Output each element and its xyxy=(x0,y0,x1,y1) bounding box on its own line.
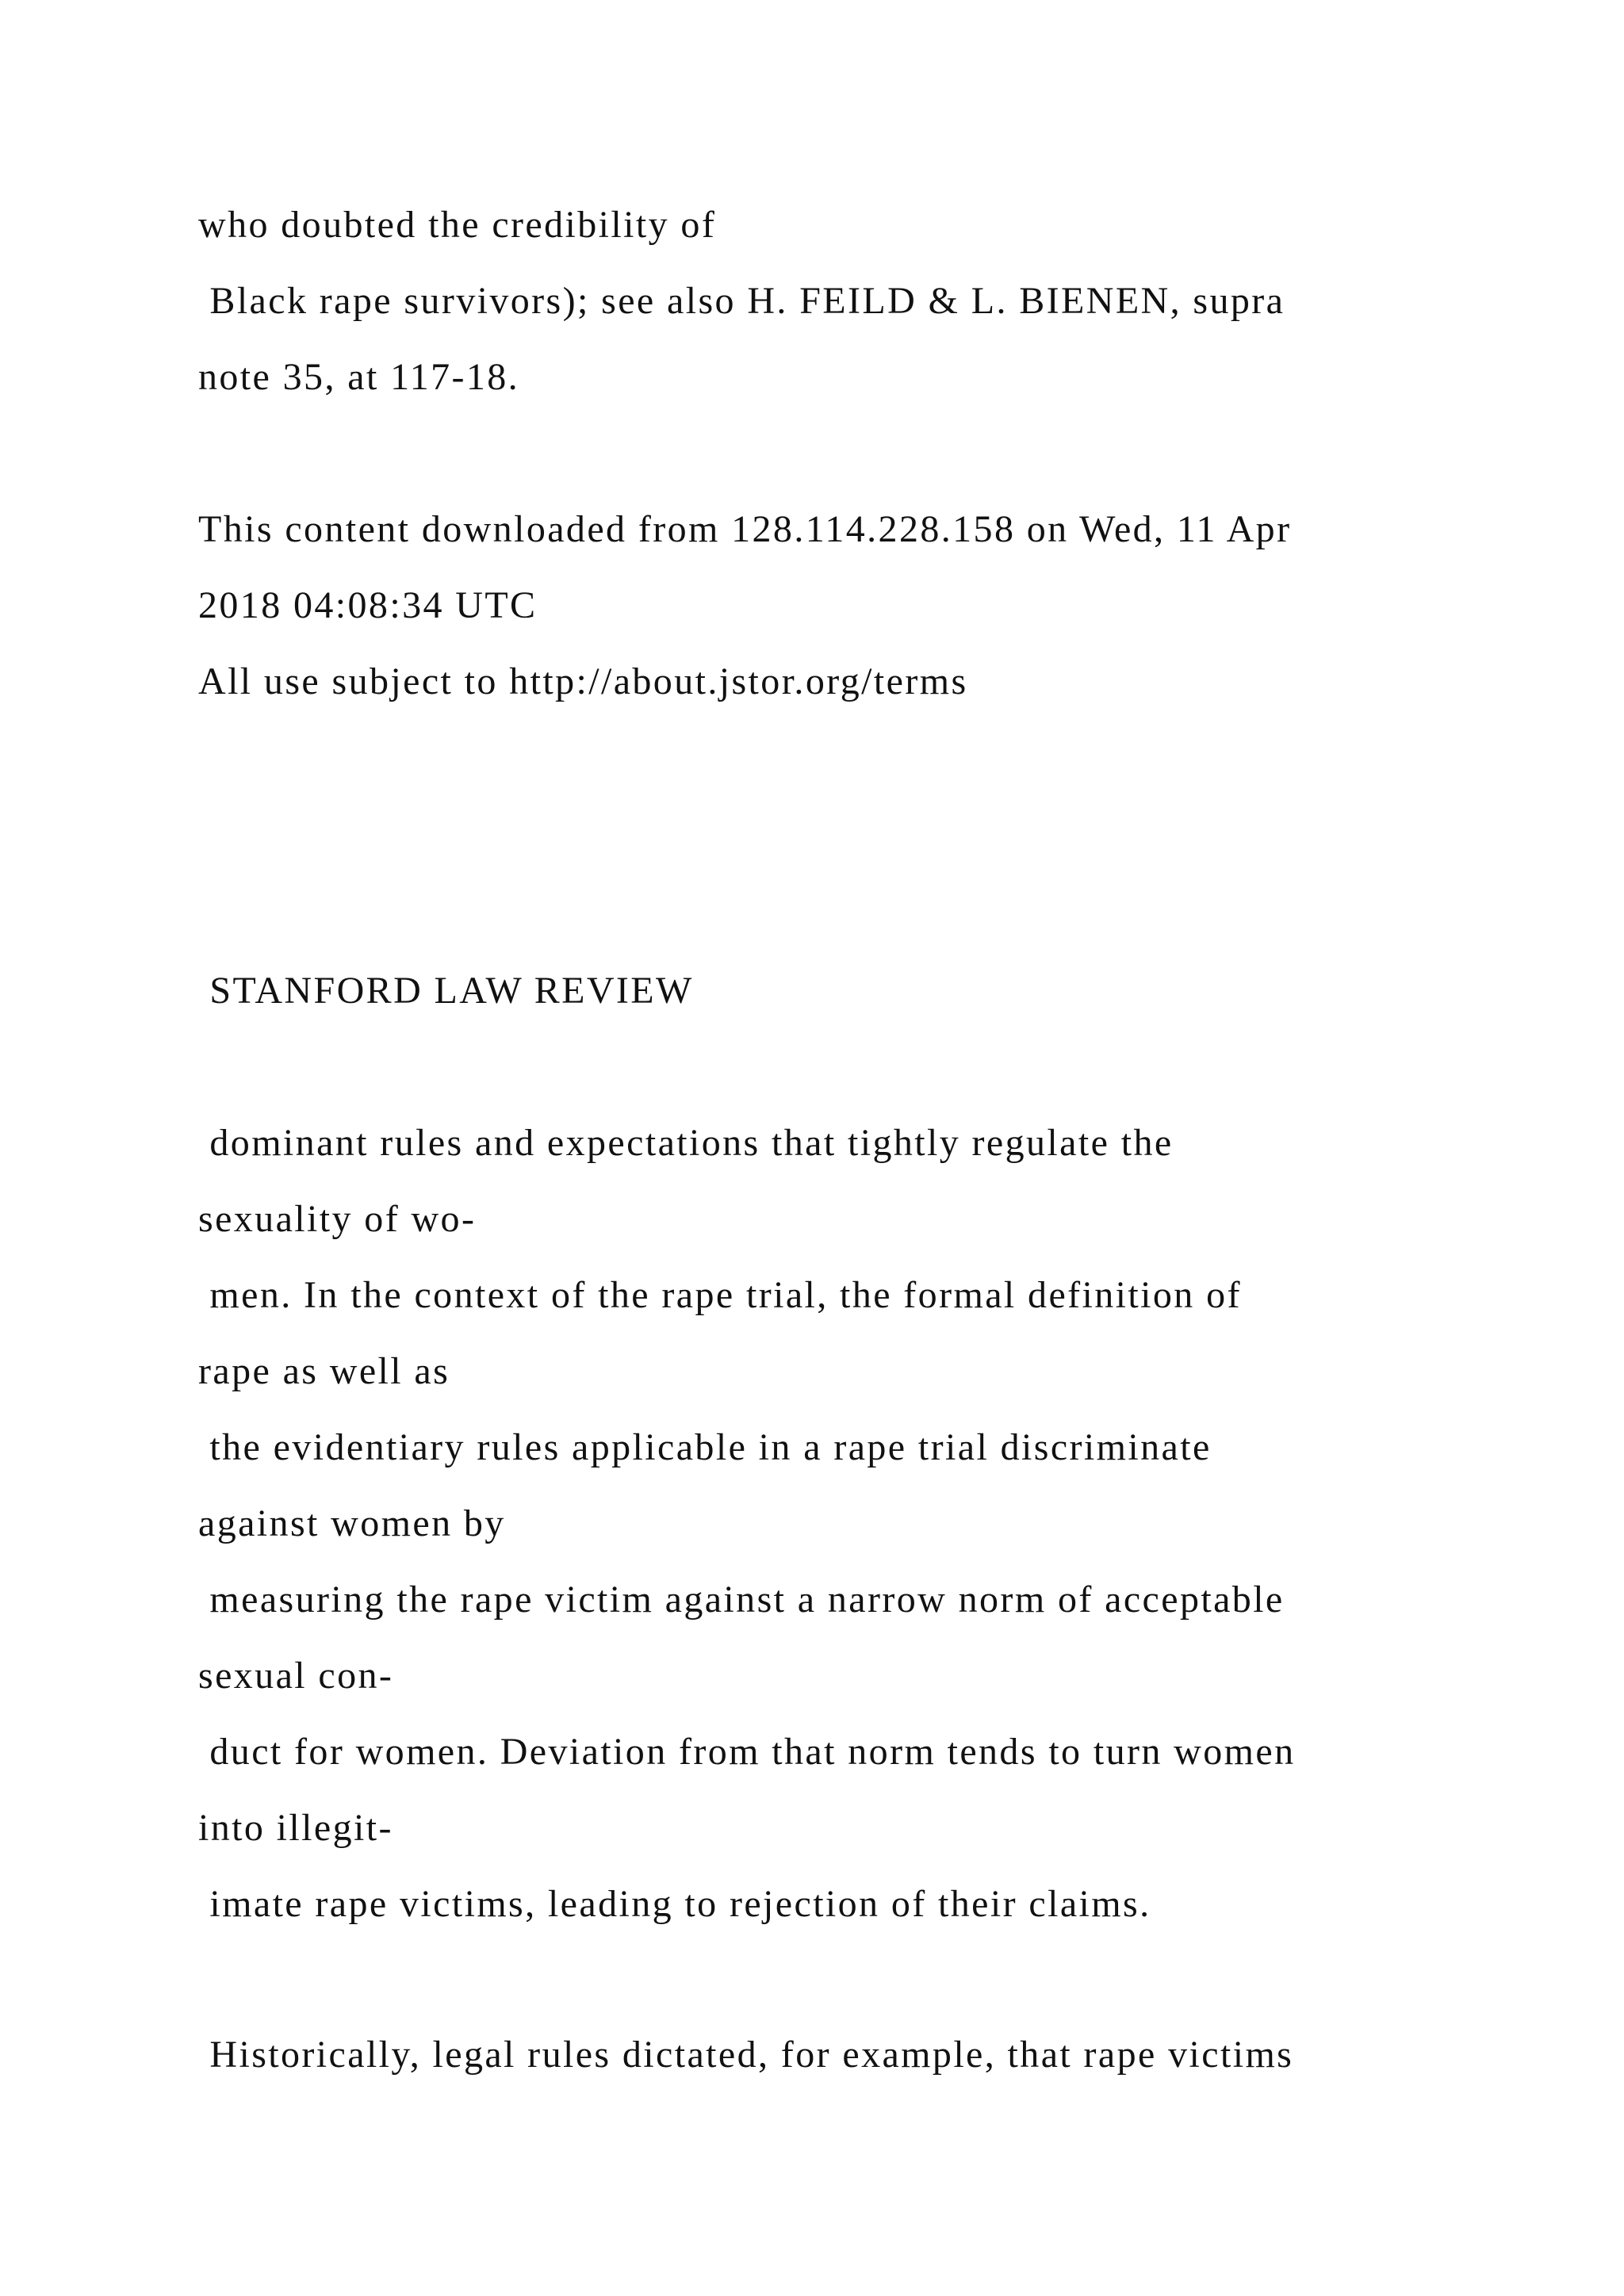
running-head: STANFORD LAW REVIEW xyxy=(198,970,694,1012)
paragraph-line: men. In the context of the rape trial, the formal definition of xyxy=(198,1274,1242,1316)
paragraph-line: dominant rules and expectations that tightly regulate the xyxy=(198,1122,1174,1164)
paragraph-line: duct for women. Deviation from that norm tends to turn women xyxy=(198,1731,1296,1773)
paragraph-line: the evidentiary rules applicable in a rape trial discriminate xyxy=(198,1426,1212,1468)
paragraph-line: Historically, legal rules dictated, for example, that rape victims xyxy=(198,2034,1294,2076)
paragraph-line: rape as well as xyxy=(198,1350,450,1392)
paragraph-line: into illegit- xyxy=(198,1807,393,1849)
paragraph-line: against women by xyxy=(198,1502,506,1544)
footnote-line: Black rape survivors); see also H. FEILD & L. BIENEN, supra xyxy=(198,280,1285,322)
footnote-line: who doubted the credibility of xyxy=(198,204,717,246)
footnote-line: note 35, at 117-18. xyxy=(198,356,520,398)
paragraph-line: sexuality of wo- xyxy=(198,1198,477,1240)
download-notice-line: 2018 04:08:34 UTC xyxy=(198,584,538,626)
paragraph-line: sexual con- xyxy=(198,1655,394,1697)
paragraph-line: measuring the rape victim against a narrow norm of acceptable xyxy=(198,1578,1285,1621)
download-notice-line: This content downloaded from 128.114.228.158 on Wed, 11 Apr xyxy=(198,508,1292,550)
terms-notice-line: All use subject to http://about.jstor.org/terms xyxy=(198,660,968,702)
paragraph-line: imate rape victims, leading to rejection of their claims. xyxy=(198,1883,1151,1925)
